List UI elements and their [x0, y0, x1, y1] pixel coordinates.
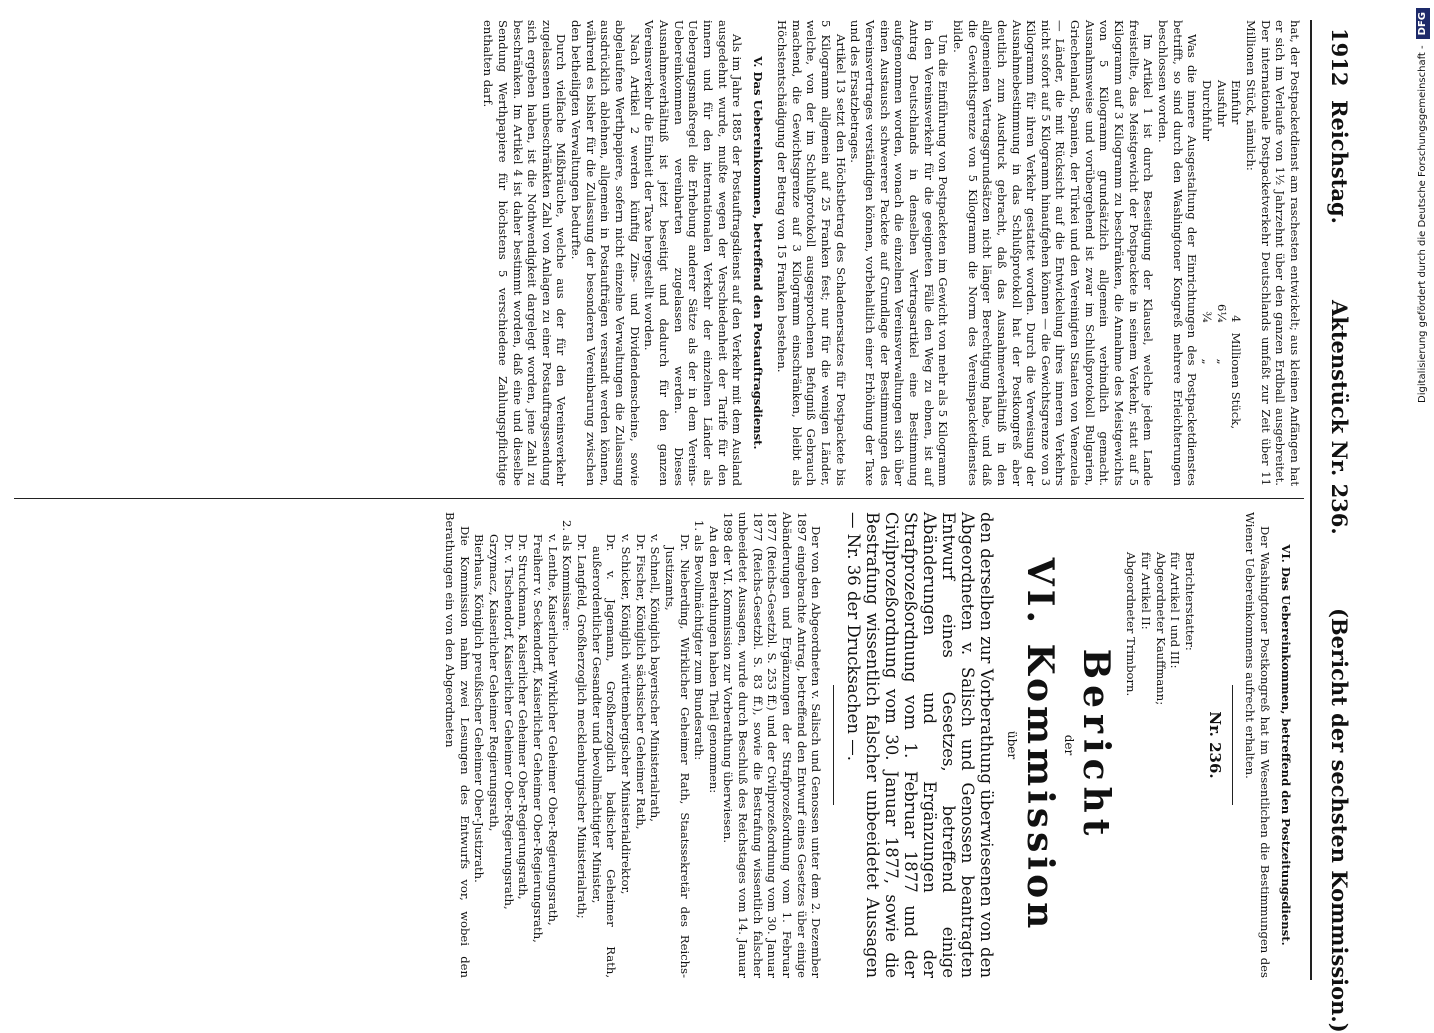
table-row	[1199, 20, 1214, 486]
list-item: v. Schicker, Königlich württembergischer Ministerialdirektor,	[618, 534, 633, 895]
list-item: Dr. Fischer, Königlich sächsischer Geheimer Rath,	[633, 534, 648, 830]
paragraph: hat, der Postpacketdienst am raschesten entwickelt; aus kleinen Anfängen hat er sich im Verlaufe von 1½ Jahrzehnt über den ganzen Erdball ausgebreitet. Der internationale Postpacketverkehr Deutschlands umfaßt zur Zeit über 11 Millionen Stück, nämlich:	[1244, 20, 1302, 486]
list-item: Dr. Struckmann, Kaiserlicher Geheimer Ober-Regierungsrath,	[516, 534, 531, 900]
page-number: 1912	[1327, 28, 1352, 87]
stat-value: ¾	[1200, 311, 1215, 323]
header-rule	[1310, 20, 1312, 980]
list-item: Dr. Nieberding, Wirklicher Geheimer Rath, Staatssekretär des Reichs-Justizamts,	[662, 534, 692, 978]
stat-label: Einfuhr	[1229, 80, 1244, 125]
paragraph: Artikel 13 setzt den Höchstbetrag des Schadenersatzes für Postpackete bis 5 Kilogramm allgemein auf 25 Franken fest; nur für die wenigen Länder, welche, von der im Schlußprotokoll ausgesprochenen Befugniß Gebrauch machend, die Gewichtsgrenze auf 3 Kilogramm einschränken, bleibt als Höchstentschädigung der Betrag von 15 Franken bestehen.	[775, 20, 848, 486]
digitization-note-text	[1414, 8, 1432, 788]
divider	[1232, 685, 1233, 805]
section-heading: VI. Das Uebereinkommen, betreffend den Postzeitungsdienst.	[1279, 544, 1293, 946]
stat-value: 4	[1229, 315, 1244, 323]
commission-title: VI. Kommission	[1019, 557, 1062, 933]
report-title-ueber: über	[1005, 730, 1020, 760]
rapporteur-line: Abgeordneter Trimborn.	[1124, 552, 1139, 697]
list-heading: 1. als Bevollmächtigter zum Bundesrath:	[692, 520, 707, 761]
commissioner-list	[472, 512, 560, 978]
paragraph: Nach Artikel 2 werden künftig Zins- und Dividendenscheine, sowie abgelaufene Werthpapiere, sofern nicht einzelne Verwaltungen die Zulassung ausdrücklich ablehnen, allgemein in Postaufträgen versandt werden können, während es bisher für die Zulassung der besonderen Vereinbarung zwischen den betheiligten Verwaltungen bedurfte.	[569, 20, 642, 486]
document-number: Nr. 236.	[1205, 711, 1224, 779]
rapporteur-line: Abgeordneter Kauffmann;	[1153, 552, 1168, 706]
list-item: Freiherr v. Seckendorff, Kaiserlicher Geheimer Ober-Regierungsrath,	[530, 534, 545, 943]
delegate-list	[574, 512, 691, 978]
paragraph: Der Washingtoner Postkongreß hat im Wesentlichen die Bestimmungen des Wiener Uebereinkommens aufrecht erhalten.	[1243, 512, 1272, 978]
stats-table	[1199, 20, 1243, 486]
section-heading: V. Das Uebereinkommen, betreffend den Postauftragsdienst.	[751, 56, 766, 450]
funding-notice: Digitalisierung gefördert durch die Deutsche Forschungsgemeinschaft -	[1417, 45, 1428, 403]
stat-unit: „	[1200, 358, 1215, 365]
list-item: v. Schnell, Königlich bayerischer Ministerialrath,	[648, 534, 663, 822]
paragraph: Im Artikel 1 ist durch Beseitigung der Klausel, welche jedem Lande freistellte, das Meistgewicht der Postpackete in seinem Verkehr, statt auf 5 Kilogramm auf 3 Kilogramm zu beschränken, die Annahme des Meistgewichts von 5 Kilogramm grundsätzlich allgemein verbindlich gemacht. Ausnahmsweise und vorübergehend ist zwar im Schlußprotokoll Bulgarien, Griechenland, Spanien, der Türkei und den Vereinigten Staaten von Venezuela — Länder, die mit Rücksicht auf die Entwickelung ihres inneren Verkehrs nicht sofort auf 5 Kilogramm hinaufgehen können — die Gewichtsgrenze von 3 Kilogramm für ihren Verkehr gestattet worden. Durch die Verweisung der Ausnahmebestimmung in das Schlußprotokoll hat der Postkongreß aber deutlich zum Ausdruck gebracht, daß das Ausnahmeverhältniß in den allgemeinen Vertragsgrundsätzen nicht länger Berechtigung habe, und daß die Gewichtsgrenze von 5 Kilogramm die Norm des Vereinspacketdienstes bilde.	[950, 20, 1156, 486]
rapporteur-line: für Artikel I und III:	[1168, 552, 1183, 669]
stat-label: Durchfuhr	[1200, 80, 1215, 142]
table-row	[1229, 20, 1244, 486]
divider	[833, 685, 834, 805]
rapporteur-line: für Artikel II:	[1139, 552, 1154, 630]
header-center-title: Aktenstück Nr. 236.	[1327, 300, 1352, 535]
header-right-title: (Bericht der sechsten Kommission.)	[1327, 608, 1352, 1033]
report-title-der: der	[1061, 734, 1076, 756]
stat-label: Ausfuhr	[1214, 80, 1229, 127]
list-item: v. Lenthe, Kaiserlicher Wirklicher Geheimer Ober-Regierungsrath,	[545, 534, 560, 926]
right-column	[442, 512, 1302, 978]
list-item: Dr. v. Jagemann, Großherzoglich badischer Geheimer Rath, außerordentlicher Gesandter und bevollmächtigter Minister,	[589, 534, 619, 978]
paragraph: An den Berathungen haben Theil genommen:	[706, 526, 721, 794]
lead-text: den derselben zur Vorberathung überwiesenen von den Abgeordneten v. Salisch und Genossen beantragten Entwurf eines Gesetzes, betreffend einige Abänderungen und Ergänzungen der Strafprozeßordnung vom 1. Februar 1877 und der Civilprozeßordnung vom 30. Januar 1877, sowie die Bestrafung wissentlich falscher unbeeidetet Aussagen — Nr. 36 der Drucksachen —.	[844, 512, 997, 978]
report-title: Bericht	[1074, 648, 1117, 842]
rapporteur-line: Berichterstatter:	[1183, 552, 1198, 651]
paragraph: Was die innere Ausgestaltung der Einrichtungen des Postpacketdienstes betrifft, so sind durch den Washingtoner Kongreß mehrere Erleichterungen beschlossen worden.	[1156, 20, 1200, 486]
list-item: Grzymacz, Kaiserlicher Geheimer Regierungsrath,	[487, 534, 501, 832]
dfg-logo: DFG	[1416, 8, 1430, 39]
rapporteurs	[1124, 552, 1197, 978]
running-header	[1312, 0, 1352, 1033]
stat-value: 6¼	[1214, 303, 1229, 323]
paragraph: Der von den Abgeordneten v. Salisch und Genossen unter dem 2. Dezember 1897 eingebrachte Antrag, betreffend den Entwurf eines Gesetzes über einige Abänderungen und Ergänzungen der Strafprozeßordnung vom 1. Februar 1877 (Reichs-Gesetzbl. S. 253 ff.) und der Civilprozeßordnung vom 30. Januar 1877 (Reichs-Gesetzbl. S. 83 ff.), sowie die Bestrafung wissentlich falscher unbeeidetet Aussagen, wurde durch Beschluß des Reichstages vom 14. Januar 1898 der VI. Kommission zur Vorberathung überwiesen.	[721, 512, 824, 978]
left-column	[481, 20, 1302, 486]
list-item: Dr. v. Tischendorf, Kaiserlicher Geheimer Ober-Regierungsrath,	[501, 534, 516, 910]
header-left-title: Reichstag.	[1327, 100, 1352, 224]
list-heading: 2. als Kommissare:	[560, 520, 575, 632]
stat-unit: „	[1214, 358, 1229, 365]
column-divider	[14, 498, 1304, 499]
list-item: Dr. Langfeld, Großherzoglich mecklenburgischer Ministerialrath;	[574, 534, 589, 919]
paragraph: Durch vielfache Mißbräuche, welche aus der für den Vereinsverkehr zugelassenen unbeschränkten Zahl von Anlagen zu einer Postauftragssendung sich ergeben haben, ist die Nothwendigkeit dargelegt worden, jene Zahl zu beschränken. Im Artikel 4 ist daher bestimmt worden, daß eine und dieselbe Sendung Werthpapiere für höchstens 5 verschiedene Zahlungspflichtige enthalten darf.	[481, 20, 569, 486]
digitization-note	[1414, 8, 1432, 788]
stat-unit: Millionen Stück,	[1229, 332, 1244, 429]
list-item: Bierhaus, Königlich preußischer Geheimer Ober-Justizrath.	[472, 534, 487, 883]
paragraph: Die Kommission nahm zwei Lesungen des Entwurfs vor, wobei den Berathungen ein von den Abgeordneten	[443, 512, 472, 978]
paragraph: Als im Jahre 1885 der Postauftragsdienst auf den Verkehr mit dem Ausland ausgedehnt wurde, mußte wegen der Verschiedenheit der Tarife für den innern und für den internationalen Verkehr der einzelnen Länder als Uebergangsmaßregel die Erhebung anderer Sätze als der in dem Vereins-Uebereinkommen vereinbarten zugelassen werden. Dieses Ausnahmeverhältniß ist jetzt beseitigt und dadurch für den ganzen Vereinsverkehr die Einheit der Taxe hergestellt worden.	[642, 20, 745, 486]
table-row	[1214, 20, 1229, 486]
paragraph: Um die Einführung von Postpacketen im Gewicht von mehr als 5 Kilogramm in den Vereinsverkehr für die geeigneten Fälle den Weg zu ebnen, ist auf Antrag Deutschlands in denselben Vertragsartikel eine Bestimmung aufgenommen worden, wonach die einzelnen Vereinsverwaltungen sich über einen Austausch schwererer Packete auf Grundlage der Bestimmungen des Vereinsvertrages verständigen können, vorbehaltlich einer Erhöhung der Taxe und des Ersatzbetrages.	[848, 20, 951, 486]
